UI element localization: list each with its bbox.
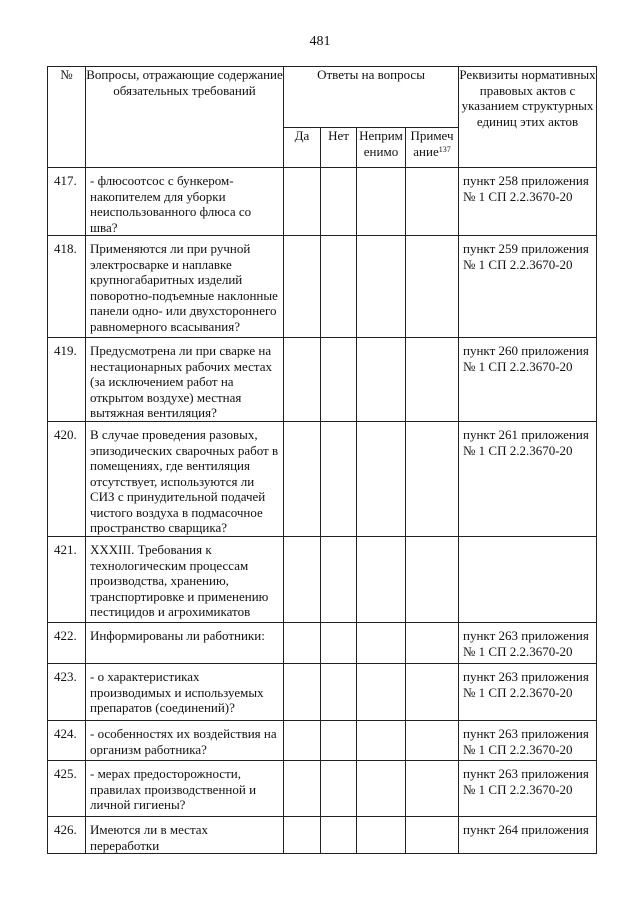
header-note xyxy=(406,128,459,168)
row-number: 424. xyxy=(48,721,86,761)
table-row xyxy=(48,537,597,623)
answer-no-cell[interactable] xyxy=(321,168,357,236)
header-note-text: Примеч ание xyxy=(410,128,454,159)
answer-na-cell[interactable] xyxy=(357,338,406,422)
requirements-table xyxy=(47,66,597,854)
answer-yes-cell[interactable] xyxy=(284,422,321,537)
answer-yes-cell[interactable] xyxy=(284,761,321,817)
answer-note-cell[interactable] xyxy=(406,623,459,664)
table-row xyxy=(48,168,597,236)
answer-note-cell[interactable] xyxy=(406,236,459,338)
row-requisites xyxy=(459,537,597,623)
answer-no-cell[interactable] xyxy=(321,422,357,537)
answer-na-cell[interactable] xyxy=(357,817,406,854)
answer-na-cell[interactable] xyxy=(357,236,406,338)
answer-note-cell[interactable] xyxy=(406,338,459,422)
row-requisites: пункт 263 приложения № 1 СП 2.2.3670-20 xyxy=(459,664,597,721)
footnote-marker: 137 xyxy=(438,144,451,154)
answer-na-cell[interactable] xyxy=(357,664,406,721)
table-row xyxy=(48,721,597,761)
row-number: 421. xyxy=(48,537,86,623)
row-number: 425. xyxy=(48,761,86,817)
row-number: 422. xyxy=(48,623,86,664)
header-answers: Ответы на вопросы xyxy=(284,67,459,128)
answer-no-cell[interactable] xyxy=(321,236,357,338)
row-number: 423. xyxy=(48,664,86,721)
row-requisites: пункт 263 приложения № 1 СП 2.2.3670-20 xyxy=(459,761,597,817)
answer-na-cell[interactable] xyxy=(357,422,406,537)
row-requisites: пункт 260 приложения № 1 СП 2.2.3670-20 xyxy=(459,338,597,422)
answer-note-cell[interactable] xyxy=(406,422,459,537)
answer-note-cell[interactable] xyxy=(406,168,459,236)
answer-no-cell[interactable] xyxy=(321,664,357,721)
answer-no-cell[interactable] xyxy=(321,721,357,761)
table-row xyxy=(48,761,597,817)
header-requisites: Реквизиты нормативных правовых актов с указанием структурных единиц этих актов xyxy=(459,67,597,168)
answer-yes-cell[interactable] xyxy=(284,168,321,236)
table-row xyxy=(48,236,597,338)
row-number: 420. xyxy=(48,422,86,537)
answer-note-cell[interactable] xyxy=(406,721,459,761)
row-number: 419. xyxy=(48,338,86,422)
row-requisites: пункт 261 приложения № 1 СП 2.2.3670-20 xyxy=(459,422,597,537)
table-row xyxy=(48,422,597,537)
header-num: № xyxy=(48,67,86,168)
row-question: - особенностях их воздействия на организм работника? xyxy=(86,721,284,761)
header-question: Вопросы, отражающие содержание обязательных требований xyxy=(86,67,284,168)
header-not-applicable: Неприм енимо xyxy=(357,128,406,168)
row-question: Информированы ли работники: xyxy=(86,623,284,664)
row-number: 417. xyxy=(48,168,86,236)
row-question: Применяются ли при ручной электросварке и наплавке крупногабаритных изделий поворотно-подъемные наклонные панели одно- или двухстороннего равномерного всасывания? xyxy=(86,236,284,338)
row-question: Имеются ли в местах переработки xyxy=(86,817,284,854)
row-question: - мерах предосторожности, правилах производственной и личной гигиены? xyxy=(86,761,284,817)
table-row xyxy=(48,664,597,721)
row-number: 418. xyxy=(48,236,86,338)
answer-yes-cell[interactable] xyxy=(284,721,321,761)
row-question: - о характеристиках производимых и используемых препаратов (соединений)? xyxy=(86,664,284,721)
row-requisites: пункт 263 приложения № 1 СП 2.2.3670-20 xyxy=(459,623,597,664)
answer-na-cell[interactable] xyxy=(357,721,406,761)
answer-no-cell[interactable] xyxy=(321,338,357,422)
row-requisites: пункт 259 приложения № 1 СП 2.2.3670-20 xyxy=(459,236,597,338)
answer-yes-cell[interactable] xyxy=(284,664,321,721)
table-row xyxy=(48,623,597,664)
row-question: В случае проведения разовых, эпизодических сварочных работ в помещениях, где вентиляция отсутствует, используются ли СИЗ с принудительной подачей чистого воздуха в подмасочное пространство сварщика? xyxy=(86,422,284,537)
table-row xyxy=(48,338,597,422)
answer-no-cell[interactable] xyxy=(321,623,357,664)
answer-yes-cell[interactable] xyxy=(284,236,321,338)
answer-note-cell[interactable] xyxy=(406,761,459,817)
row-requisites: пункт 263 приложения № 1 СП 2.2.3670-20 xyxy=(459,721,597,761)
header-no: Нет xyxy=(321,128,357,168)
answer-no-cell[interactable] xyxy=(321,537,357,623)
answer-note-cell[interactable] xyxy=(406,537,459,623)
answer-na-cell[interactable] xyxy=(357,623,406,664)
table-row xyxy=(48,817,597,854)
section-heading: XXXIII. Требования к технологическим процессам производства, хранению, транспортировке и применению пестицидов и агрохимикатов xyxy=(86,537,284,623)
answer-yes-cell[interactable] xyxy=(284,537,321,623)
answer-yes-cell[interactable] xyxy=(284,817,321,854)
answer-na-cell[interactable] xyxy=(357,537,406,623)
answer-yes-cell[interactable] xyxy=(284,338,321,422)
answer-na-cell[interactable] xyxy=(357,168,406,236)
answer-no-cell[interactable] xyxy=(321,817,357,854)
row-requisites: пункт 264 приложения xyxy=(459,817,597,854)
answer-note-cell[interactable] xyxy=(406,817,459,854)
page-number: 481 xyxy=(309,34,331,49)
header-yes: Да xyxy=(284,128,321,168)
answer-no-cell[interactable] xyxy=(321,761,357,817)
row-requisites: пункт 258 приложения № 1 СП 2.2.3670-20 xyxy=(459,168,597,236)
row-number: 426. xyxy=(48,817,86,854)
answer-note-cell[interactable] xyxy=(406,664,459,721)
answer-na-cell[interactable] xyxy=(357,761,406,817)
row-question: Предусмотрена ли при сварке на нестационарных рабочих местах (за исключением работ на открытом воздухе) местная вытяжная вентиляция? xyxy=(86,338,284,422)
row-question: - флюсоотсос с бункером-накопителем для уборки неиспользованного флюса со шва? xyxy=(86,168,284,236)
answer-yes-cell[interactable] xyxy=(284,623,321,664)
